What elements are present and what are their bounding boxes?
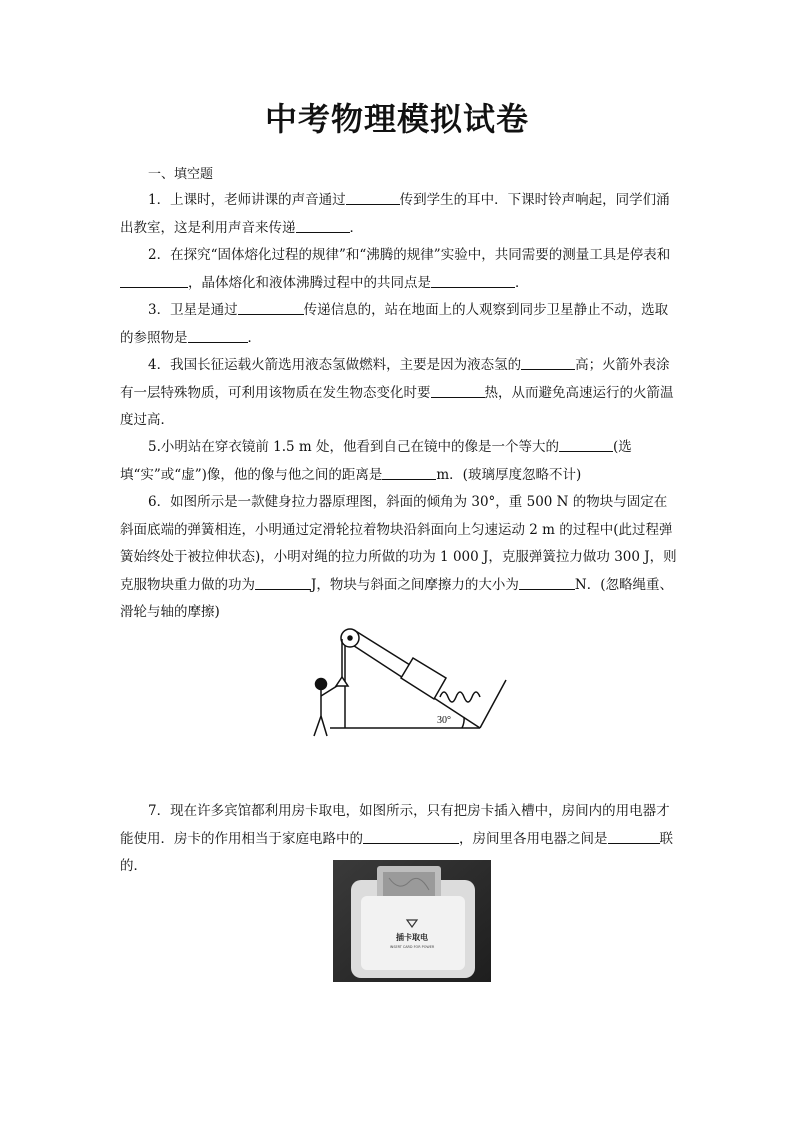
question-text: ，房间里各用电器之间是 bbox=[459, 830, 608, 847]
question-text: 热，从而避免高速运行的火箭温度过高． bbox=[120, 384, 674, 428]
answer-blank bbox=[431, 383, 485, 398]
answer-blank bbox=[255, 575, 311, 590]
question-text: 6．如图所示是一款健身拉力器原理图，斜面的倾角为 30°，重 500 N 的物块与固定在斜面底端的弹簧相连，小明通过定滑轮拉着物块沿斜面向上匀速运动 2 m 的过程中(此过程弹簧始终处于被拉伸状态)，小明对绳的拉力所做的功为 1 000 J，克服弹簧拉力做功 300 J，则克服物块重力做的功为 bbox=[120, 494, 677, 593]
slot-sublabel: INSERT CARD FOR POWER bbox=[389, 945, 435, 949]
rope bbox=[354, 630, 418, 670]
question-text: ． bbox=[515, 274, 529, 291]
answer-blank bbox=[346, 190, 400, 205]
question-text: 1．上课时，老师讲课的声音通过 bbox=[148, 192, 346, 208]
section-heading: 一、填空题 bbox=[148, 167, 214, 182]
person-head-icon bbox=[316, 679, 327, 690]
question-text: (选填“实”或“虚”)像，他的像与他之间的距离是 bbox=[120, 439, 632, 483]
handle-icon bbox=[336, 677, 348, 686]
question-4 bbox=[120, 352, 680, 435]
question-text: 7．现在许多宾馆都利用房卡取电，如图所示，只有把房卡插入槽中，房间内的用电器才能使用．房卡的作用相当于家庭电路中的 bbox=[120, 803, 670, 847]
answer-blank bbox=[431, 273, 515, 288]
question-text: 传递信息的，站在地面上的人观察到同步卫星静止不动，选取的参照物是 bbox=[120, 302, 669, 346]
question-2 bbox=[120, 242, 680, 297]
answer-blank bbox=[120, 273, 188, 288]
question-1 bbox=[120, 187, 680, 242]
answer-blank bbox=[363, 829, 459, 844]
slot-label: 插卡取电 bbox=[396, 933, 428, 942]
answer-blank bbox=[238, 300, 304, 315]
incline-pulley-diagram bbox=[300, 622, 515, 742]
angle-arc bbox=[462, 717, 464, 728]
container-wall bbox=[480, 680, 506, 728]
angle-label: 30° bbox=[437, 715, 451, 726]
question-text: m．(玻璃厚度忽略不计) bbox=[436, 466, 582, 483]
question-text: ． bbox=[247, 329, 261, 346]
answer-blank bbox=[608, 829, 660, 844]
question-text: 高；火箭外表涂有一层特殊物质，可利用该物质在发生物态变化时要 bbox=[120, 357, 670, 401]
page-title: 中考物理模拟试卷 bbox=[264, 100, 529, 138]
answer-blank bbox=[296, 218, 350, 233]
answer-blank bbox=[382, 465, 436, 480]
question-text: ． bbox=[349, 219, 363, 236]
answer-blank bbox=[188, 328, 248, 343]
answer-blank bbox=[559, 437, 613, 452]
question-text: 2．在探究“固体熔化过程的规律”和“沸腾的规律”实验中，共同需要的测量工具是停表和 bbox=[148, 247, 671, 263]
question-text: N．(忽略绳重、滑轮与轴的摩擦) bbox=[120, 576, 674, 620]
key-card-photo bbox=[333, 860, 491, 982]
question-text: 联的． bbox=[120, 830, 673, 874]
question-3 bbox=[120, 297, 680, 352]
question-text: ，晶体熔化和液体沸腾过程中的共同点是 bbox=[188, 274, 431, 291]
question-5 bbox=[120, 434, 680, 489]
answer-blank bbox=[521, 355, 575, 370]
question-text: 4．我国长征运载火箭选用液态氢做燃料，主要是因为液态氢的 bbox=[148, 357, 522, 373]
question-text: 3．卫星是通过 bbox=[148, 302, 238, 318]
question-text: J，物块与斜面之间摩擦力的大小为 bbox=[311, 576, 519, 593]
key-card-slot-illustration bbox=[333, 860, 491, 982]
question-text: 5.小明站在穿衣镜前 1.5 m 处，他看到自己在镜中的像是一个等大的 bbox=[148, 439, 560, 455]
question-text: 传到学生的耳中．下课时铃声响起，同学们涌出教室，这是利用声音来传递 bbox=[120, 192, 670, 236]
question-6 bbox=[120, 489, 680, 627]
spring-icon bbox=[440, 692, 480, 702]
answer-blank bbox=[519, 575, 575, 590]
